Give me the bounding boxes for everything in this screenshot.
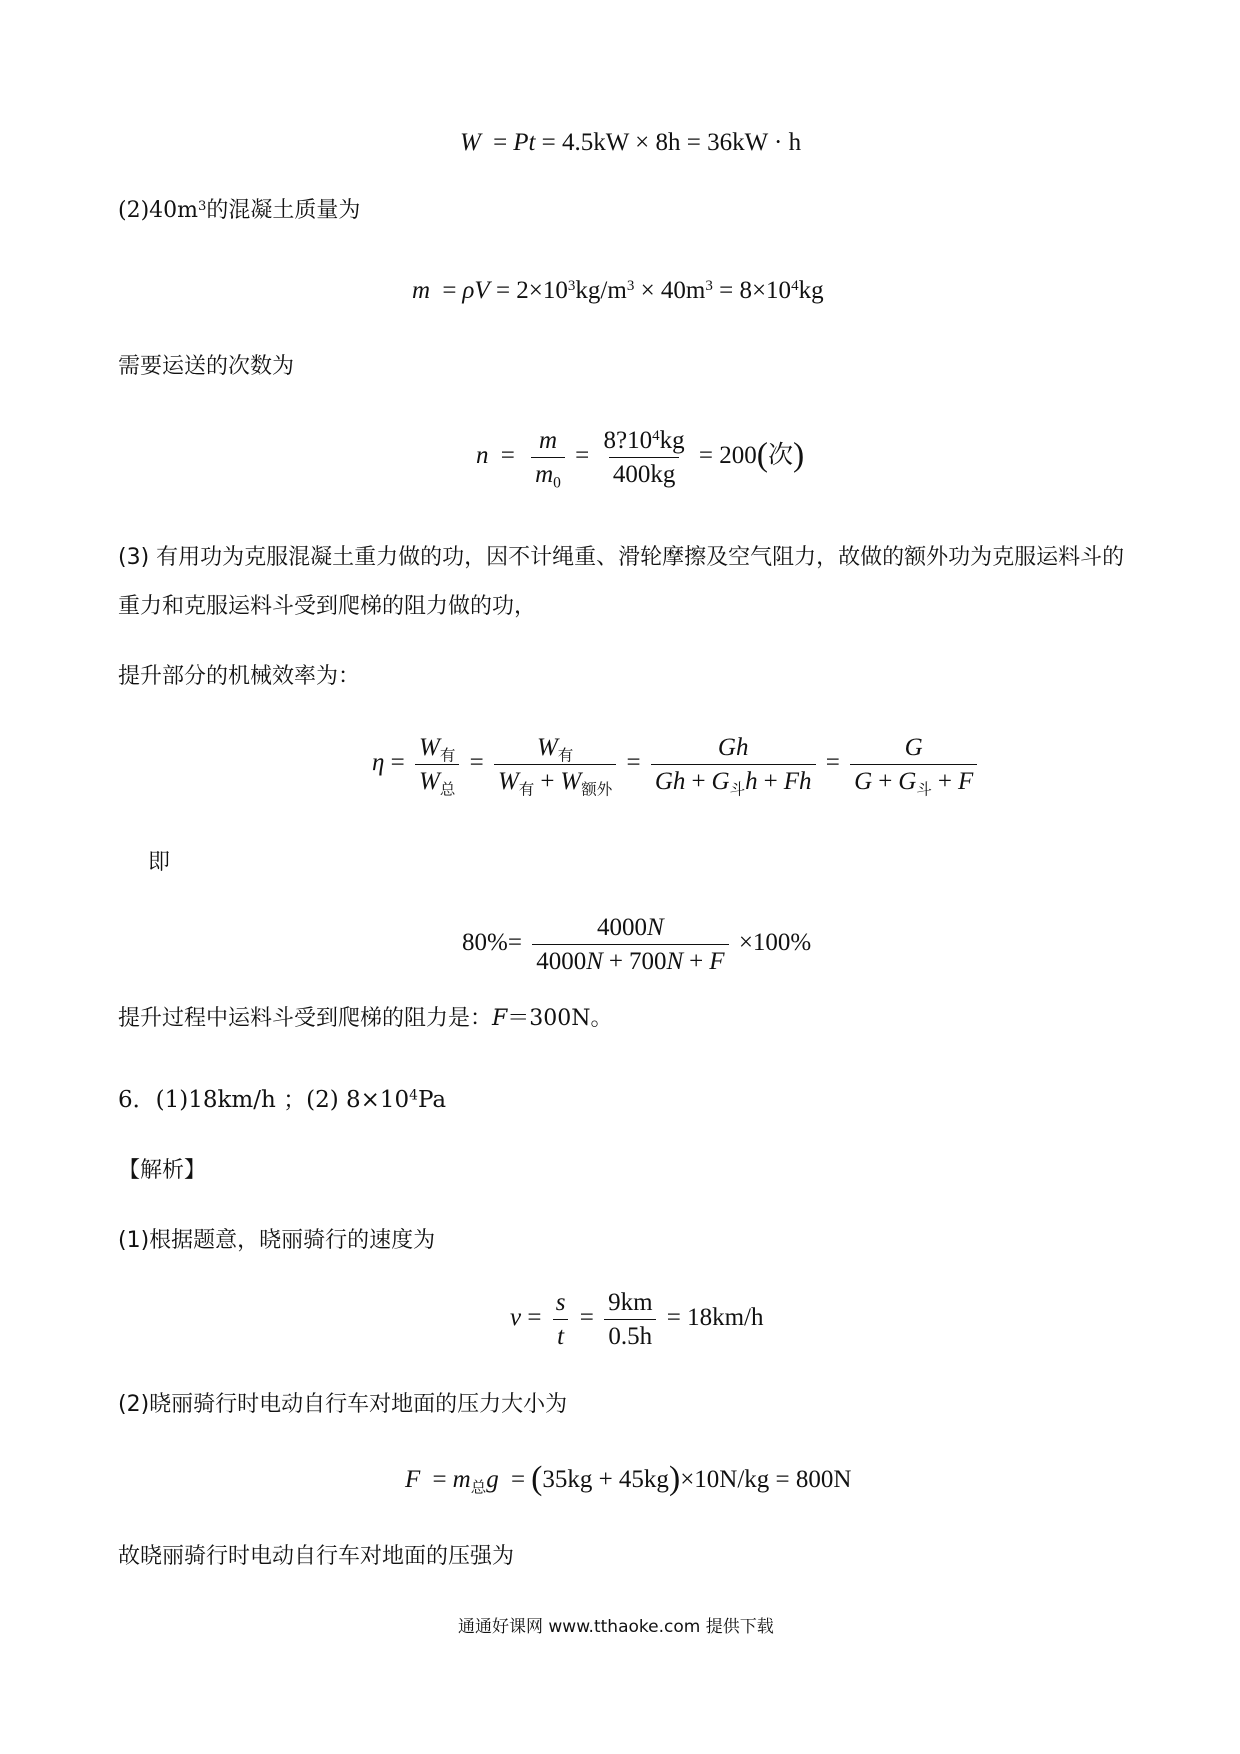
eq6-fraction1 bbox=[552, 1290, 570, 1349]
eq4-f2-plus: + bbox=[540, 768, 555, 795]
eq2-m: m bbox=[412, 277, 431, 304]
eq5-den-f: F bbox=[709, 948, 725, 975]
eq4-f2-num-sub: 有 bbox=[557, 746, 574, 765]
eq4-f3-plus2: + bbox=[763, 768, 778, 795]
eq4-equals2: = bbox=[469, 749, 484, 777]
eq4-f3-den-h: h bbox=[745, 768, 758, 795]
eq1-pt: Pt bbox=[513, 129, 536, 156]
eq2-c-sup: 3 bbox=[705, 277, 713, 294]
eq7-tail: ×10N/kg = 800N bbox=[680, 1465, 852, 1493]
eq4-f2-den-a: W bbox=[497, 768, 519, 795]
eq1-lhs: W bbox=[460, 129, 481, 156]
eq4-f3-den-b-sub: 斗 bbox=[729, 780, 746, 799]
p2-post: 的混凝土质量为 bbox=[206, 198, 361, 223]
eq4-eta: η bbox=[372, 749, 385, 777]
eq3-fraction-mass-ratio bbox=[531, 427, 565, 492]
eq4-f1-den: W bbox=[419, 768, 440, 795]
eq5-tail: ×100% bbox=[738, 929, 812, 957]
eq7-equals: = bbox=[432, 1465, 447, 1493]
paragraph-concrete-mass bbox=[118, 200, 360, 222]
paragraph-delivery-count: 需要运送的次数为 bbox=[118, 354, 295, 379]
eq4-f4-den-b-sub: 斗 bbox=[916, 780, 932, 799]
eq6-fraction2 bbox=[604, 1290, 656, 1349]
eq4-fraction3 bbox=[651, 734, 816, 799]
eq4-fraction2 bbox=[494, 734, 616, 799]
eq1-equals: = bbox=[493, 129, 508, 156]
p8-pre: 6．(1)18km/h ；(2) 8×10 bbox=[118, 1087, 410, 1113]
eq4-f4-num: G bbox=[904, 734, 923, 761]
eq4-f4-den-b: G bbox=[898, 768, 917, 795]
equation-mechanical-efficiency bbox=[372, 734, 981, 799]
p7-f: F bbox=[492, 1006, 508, 1031]
eq2-b: kg/m bbox=[575, 277, 627, 304]
p7-post: ＝300N。 bbox=[507, 1006, 613, 1031]
eq3-unit: 次 bbox=[768, 440, 794, 470]
eq5-den-n1: N bbox=[586, 948, 603, 975]
eq2-b-sup: 3 bbox=[626, 277, 635, 294]
eq4-f4-den-a: G bbox=[854, 768, 873, 795]
eq2-d: = 8×10 bbox=[719, 277, 792, 304]
eq5-den-n2: N bbox=[666, 948, 684, 975]
eq7-f: F bbox=[405, 1465, 421, 1493]
eq6-equals2: = bbox=[579, 1304, 594, 1332]
eq4-f4-plus1: + bbox=[878, 768, 893, 795]
paragraph-pressure-force-intro: (2)晓丽骑行时电动自行车对地面的压力大小为 bbox=[118, 1392, 568, 1417]
eq3-fraction-values bbox=[600, 428, 689, 487]
p2-sup: 3 bbox=[198, 198, 207, 214]
eq4-f2-den-a-sub: 有 bbox=[518, 780, 535, 799]
eq3-equals: = bbox=[500, 442, 515, 470]
p2-pre: (2)40m bbox=[118, 198, 199, 223]
paragraph-speed-intro: (1)根据题意，晓丽骑行的速度为 bbox=[118, 1228, 436, 1253]
eq4-equals4: = bbox=[825, 749, 840, 777]
eq6-den1: t bbox=[553, 1319, 568, 1349]
eq7-equals2: = bbox=[510, 1465, 526, 1493]
equation-efficiency-values bbox=[462, 915, 811, 974]
p8-sup: 4 bbox=[409, 1087, 418, 1104]
eq2-a-sup: 3 bbox=[567, 277, 576, 294]
eq2-c: × 40m bbox=[640, 277, 706, 304]
paragraph-useful-work-line2: 重力和克服运料斗受到爬梯的阻力做的功， bbox=[118, 594, 537, 619]
eq4-f2-num: W bbox=[536, 734, 558, 761]
eq3-equals2: = bbox=[575, 442, 590, 470]
eq4-equals1: = bbox=[390, 749, 405, 777]
eq3-den2: 400kg bbox=[609, 457, 680, 487]
eq3-num1: m bbox=[538, 427, 558, 454]
eq4-f3-den-b: G bbox=[711, 768, 730, 795]
eq7-paren-right: ) bbox=[668, 1460, 681, 1497]
eq4-f2-den-b: W bbox=[560, 768, 582, 795]
eq2-a: = 2×10 bbox=[495, 277, 568, 304]
eq6-den2: 0.5h bbox=[604, 1319, 656, 1349]
eq7-m-sub: 总 bbox=[470, 1478, 487, 1497]
eq3-den1: m bbox=[535, 461, 554, 488]
eq1-rest: = 4.5kW × 8h = 36kW · h bbox=[541, 129, 802, 156]
eq2-equals: = bbox=[442, 277, 457, 304]
paragraph-efficiency-intro: 提升部分的机械效率为： bbox=[118, 664, 361, 689]
eq5-den-plus1: + bbox=[608, 948, 623, 975]
eq5-lhs: 80% bbox=[462, 929, 508, 957]
eq4-f3-plus1: + bbox=[691, 768, 706, 795]
p8-post: Pa bbox=[417, 1087, 447, 1113]
eq5-den-a: 4000 bbox=[536, 948, 587, 975]
eq2-rho: ρV bbox=[462, 277, 490, 304]
eq4-fraction4 bbox=[850, 734, 977, 799]
eq5-num-n: N bbox=[647, 914, 664, 941]
eq3-num2-b: kg bbox=[659, 427, 685, 454]
equation-concrete-mass bbox=[412, 278, 824, 303]
eq5-num-a: 4000 bbox=[597, 914, 648, 941]
eq7-g: g bbox=[486, 1465, 499, 1493]
eq6-equals: = bbox=[527, 1304, 542, 1332]
eq5-den-b: 700 bbox=[628, 948, 667, 975]
eq5-den-plus2: + bbox=[689, 948, 704, 975]
paragraph-pressure-intro: 故晓丽骑行时电动自行车对地面的压强为 bbox=[118, 1544, 515, 1569]
eq4-f2-den-b-sub: 额外 bbox=[581, 780, 613, 799]
paragraph-ji: 即 bbox=[148, 850, 171, 875]
analysis-heading: 【解析】 bbox=[118, 1158, 207, 1183]
eq7-inner: 35kg + 45kg bbox=[542, 1465, 669, 1493]
eq4-fraction1 bbox=[415, 734, 459, 799]
eq4-f1-num-sub: 有 bbox=[439, 746, 456, 765]
eq6-result: = 18km/h bbox=[666, 1304, 764, 1332]
paragraph-resistance-result bbox=[118, 1008, 613, 1030]
eq3-n: n bbox=[476, 442, 489, 470]
eq3-num2-sup: 4 bbox=[652, 427, 660, 444]
answer-question-6 bbox=[118, 1089, 446, 1112]
eq4-f1-den-sub: 总 bbox=[439, 780, 456, 799]
eq6-num2: 9km bbox=[608, 1289, 653, 1316]
eq4-f1-num: W bbox=[419, 734, 440, 761]
paragraph-useful-work-line1: (3) 有用功为克服混凝土重力做的功，因不计绳重、滑轮摩擦及空气阻力，故做的额外功为克服运料斗的 bbox=[118, 545, 1125, 570]
equation-pressure-force bbox=[405, 1462, 851, 1496]
eq4-f4-den-c: F bbox=[957, 768, 974, 795]
eq3-result: = 200 bbox=[698, 442, 757, 470]
eq2-e: kg bbox=[798, 277, 824, 304]
eq2-d-sup: 4 bbox=[791, 277, 799, 294]
eq4-f4-plus2: + bbox=[937, 768, 952, 795]
eq7-m: m bbox=[452, 1465, 471, 1493]
equation-delivery-count: n = $\frac{m}{m_0}$ = $\frac{8?10^4kg}{400kg}$ = 200(次) bbox=[476, 427, 805, 492]
eq4-f3-den-a: Gh bbox=[654, 768, 686, 795]
eq4-f3-den-c: Fh bbox=[783, 768, 812, 795]
p7-pre: 提升过程中运料斗受到爬梯的阻力是： bbox=[118, 1006, 493, 1031]
footer-source: 通通好课网 www.tthaoke.com 提供下载 bbox=[458, 1617, 774, 1637]
eq6-num1: s bbox=[555, 1289, 566, 1316]
eq4-equals3: = bbox=[626, 749, 641, 777]
eq3-den1-sub: 0 bbox=[553, 474, 561, 492]
eq6-v: v bbox=[510, 1304, 522, 1332]
eq7-paren-left: ( bbox=[531, 1460, 543, 1497]
eq5-fraction bbox=[532, 915, 728, 974]
equation-speed bbox=[510, 1290, 764, 1349]
eq4-f3-num: Gh bbox=[717, 734, 749, 761]
eq3-num2-a: 8?10 bbox=[603, 427, 653, 454]
equation-electric-work bbox=[460, 130, 801, 155]
eq5-equals: = bbox=[507, 929, 522, 957]
